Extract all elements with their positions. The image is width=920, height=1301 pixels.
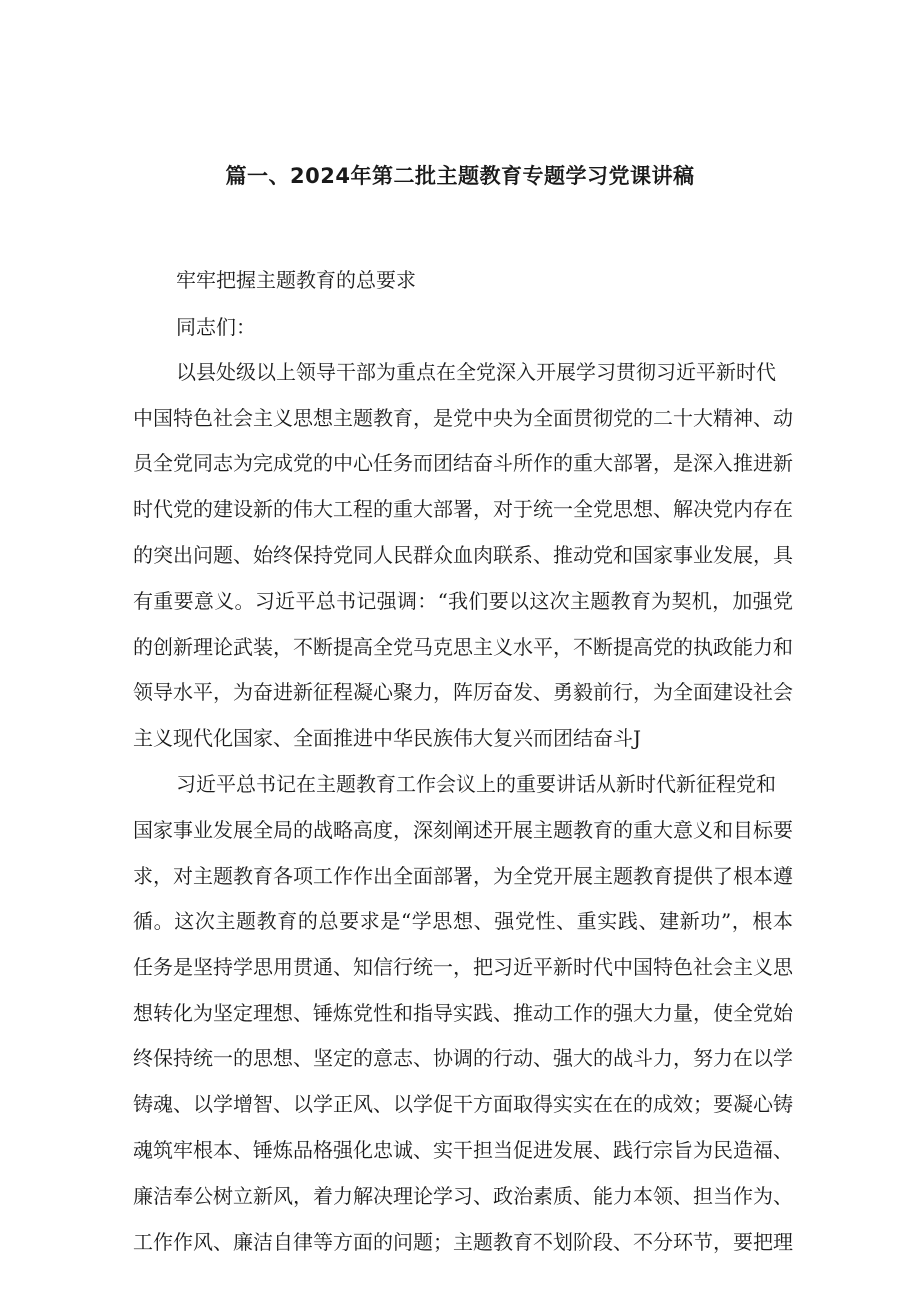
para1-line: 以县处级以上领导干部为重点在全党深入开展学习贯彻习近平新时代 bbox=[176, 360, 776, 384]
para2-line: 铸魂、以学增智、以学正风、以学促干方面取得实实在在的成效；要凝心铸 bbox=[133, 1092, 793, 1116]
para2-line: 想转化为坚定理想、锤炼党性和指导实践、推动工作的强大力量，使全党始 bbox=[133, 1001, 793, 1025]
para2-line: 魂筑牢根本、锤炼品格强化忠诚、实干担当促进发展、践行宗旨为民造福、 bbox=[133, 1138, 793, 1162]
para2-line: 工作作风、廉洁自律等方面的问题；主题教育不划阶段、不分环节，要把理 bbox=[133, 1230, 793, 1254]
greeting: 同志们： bbox=[176, 315, 256, 339]
para1-line: 的创新理论武装，不断提高全党马克思主义水平，不断提高党的执政能力和 bbox=[133, 635, 793, 659]
para1-line: 领导水平，为奋进新征程凝心聚力，阵厉奋发、勇毅前行，为全面建设社会 bbox=[133, 680, 793, 704]
para1-line: 主义现代化国家、全面推进中华民族伟大复兴而团结奋斗J bbox=[133, 726, 642, 750]
para1-line: 中国特色社会主义思想主题教育，是党中央为全面贯彻党的二十大精神、动 bbox=[133, 406, 793, 430]
para2-line: 任务是坚持学思用贯通、知信行统一，把习近平新时代中国特色社会主义思 bbox=[133, 955, 793, 979]
document-title: 篇一、2024年第二批主题教育专题学习党课讲稿 bbox=[225, 164, 695, 188]
para2-line: 求，对主题教育各项工作作出全面部署，为全党开展主题教育提供了根本遵 bbox=[133, 864, 793, 888]
para1-line: 员全党同志为完成党的中心任务而团结奋斗所作的重大部署，是深入推进新 bbox=[133, 451, 793, 475]
para2-line: 循。这次主题教育的总要求是“学思想、强党性、重实践、建新功”，根本 bbox=[133, 909, 793, 933]
para1-line: 有重要意义。习近平总书记强调：“我们要以这次主题教育为契机，加强党 bbox=[133, 589, 793, 613]
para2-line: 习近平总书记在主题教育工作会议上的重要讲话从新时代新征程党和 bbox=[176, 772, 776, 796]
para2-line: 国家事业发展全局的战略高度，深刻阐述开展主题教育的重大意义和目标要 bbox=[133, 818, 793, 842]
para1-line: 的突出问题、始终保持党同人民群众血肉联系、推动党和国家事业发展，具 bbox=[133, 543, 793, 567]
para2-line: 终保持统一的思想、坚定的意志、协调的行动、强大的战斗力，努力在以学 bbox=[133, 1046, 793, 1070]
para1-line: 时代党的建设新的伟大工程的重大部署，对于统一全党思想、解决党内存在 bbox=[133, 497, 793, 521]
para2-line: 廉洁奉公树立新风，着力解决理论学习、政治素质、能力本领、担当作为、 bbox=[133, 1184, 793, 1208]
section-subtitle: 牢牢把握主题教育的总要求 bbox=[176, 268, 416, 292]
